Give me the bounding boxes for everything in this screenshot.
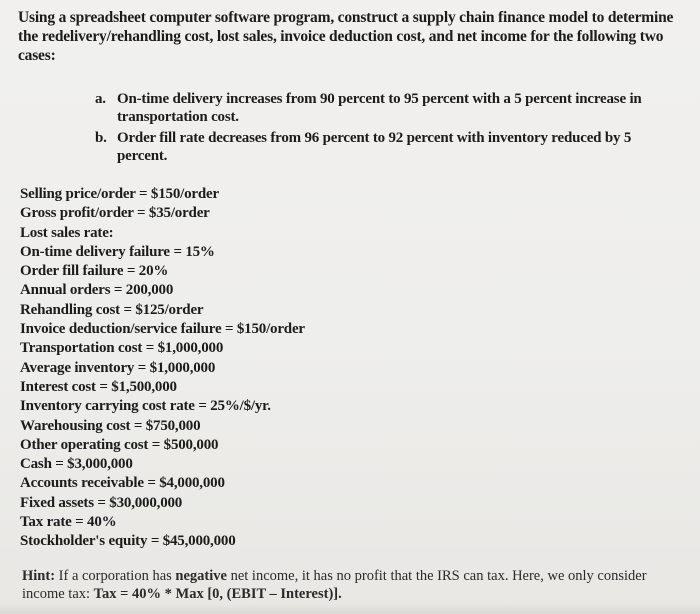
page-bottom-edge [0, 604, 700, 614]
parameter-item: Stockholder's equity = $45,000,000 [20, 533, 236, 550]
parameter-item: Tax rate = 40% [20, 514, 117, 531]
parameter-item: Annual orders = 200,000 [20, 282, 174, 299]
parameter-item: Average inventory = $1,000,000 [20, 359, 216, 376]
hint-text: If a corporation has [55, 568, 176, 584]
parameter-item: Cash = $3,000,000 [20, 456, 133, 473]
parameter-list [20, 185, 305, 552]
parameter-item: Rehandling cost = $125/order [20, 301, 204, 318]
parameter-item: Gross profit/order = $35/order [20, 205, 210, 222]
hint-emphasis: negative [175, 568, 227, 584]
case-text: Order fill rate decreases from 96 percent to 92 percent with inventory reduced by 5 percent. [117, 130, 632, 164]
parameter-item: On-time delivery failure = 15% [20, 243, 215, 260]
hint-paragraph [22, 567, 682, 603]
case-list [95, 90, 675, 168]
hint-label: Hint: [22, 568, 56, 584]
case-label: a. [95, 91, 106, 107]
parameter-item: Transportation cost = $1,000,000 [20, 340, 224, 357]
parameter-item: Other operating cost = $500,000 [20, 436, 219, 453]
case-item [95, 129, 675, 165]
parameter-item: Lost sales rate: [20, 224, 114, 241]
problem-statement: Using a spreadsheet computer software program, construct a supply chain finance model to determine the redelivery/rehandling cost, lost sales, invoice deduction cost, and net income for the following two cases: [18, 9, 674, 64]
parameter-item: Invoice deduction/service failure = $150/order [20, 321, 305, 338]
parameter-item: Warehousing cost = $750,000 [20, 417, 201, 434]
case-text: On-time delivery increases from 90 percent to 95 percent with a 5 percent increase in transportation cost. [117, 91, 642, 125]
parameter-item: Interest cost = $1,500,000 [20, 378, 177, 395]
case-label: b. [95, 130, 107, 146]
parameter-item: Selling price/order = $150/order [20, 186, 219, 202]
hint-text: net income, it has no profit that the IRS can tax. Here, we only consider income tax: [22, 568, 647, 602]
parameter-item: Order fill failure = 20% [20, 263, 169, 280]
parameter-item: Fixed assets = $30,000,000 [20, 494, 183, 511]
parameter-item: Inventory carrying cost rate = 25%/$/yr. [20, 398, 271, 415]
case-item [95, 90, 675, 126]
parameter-item: Accounts receivable = $4,000,000 [20, 475, 225, 492]
hint-formula: Tax = 40% * Max [0, (EBIT – Interest)]. [93, 586, 342, 602]
